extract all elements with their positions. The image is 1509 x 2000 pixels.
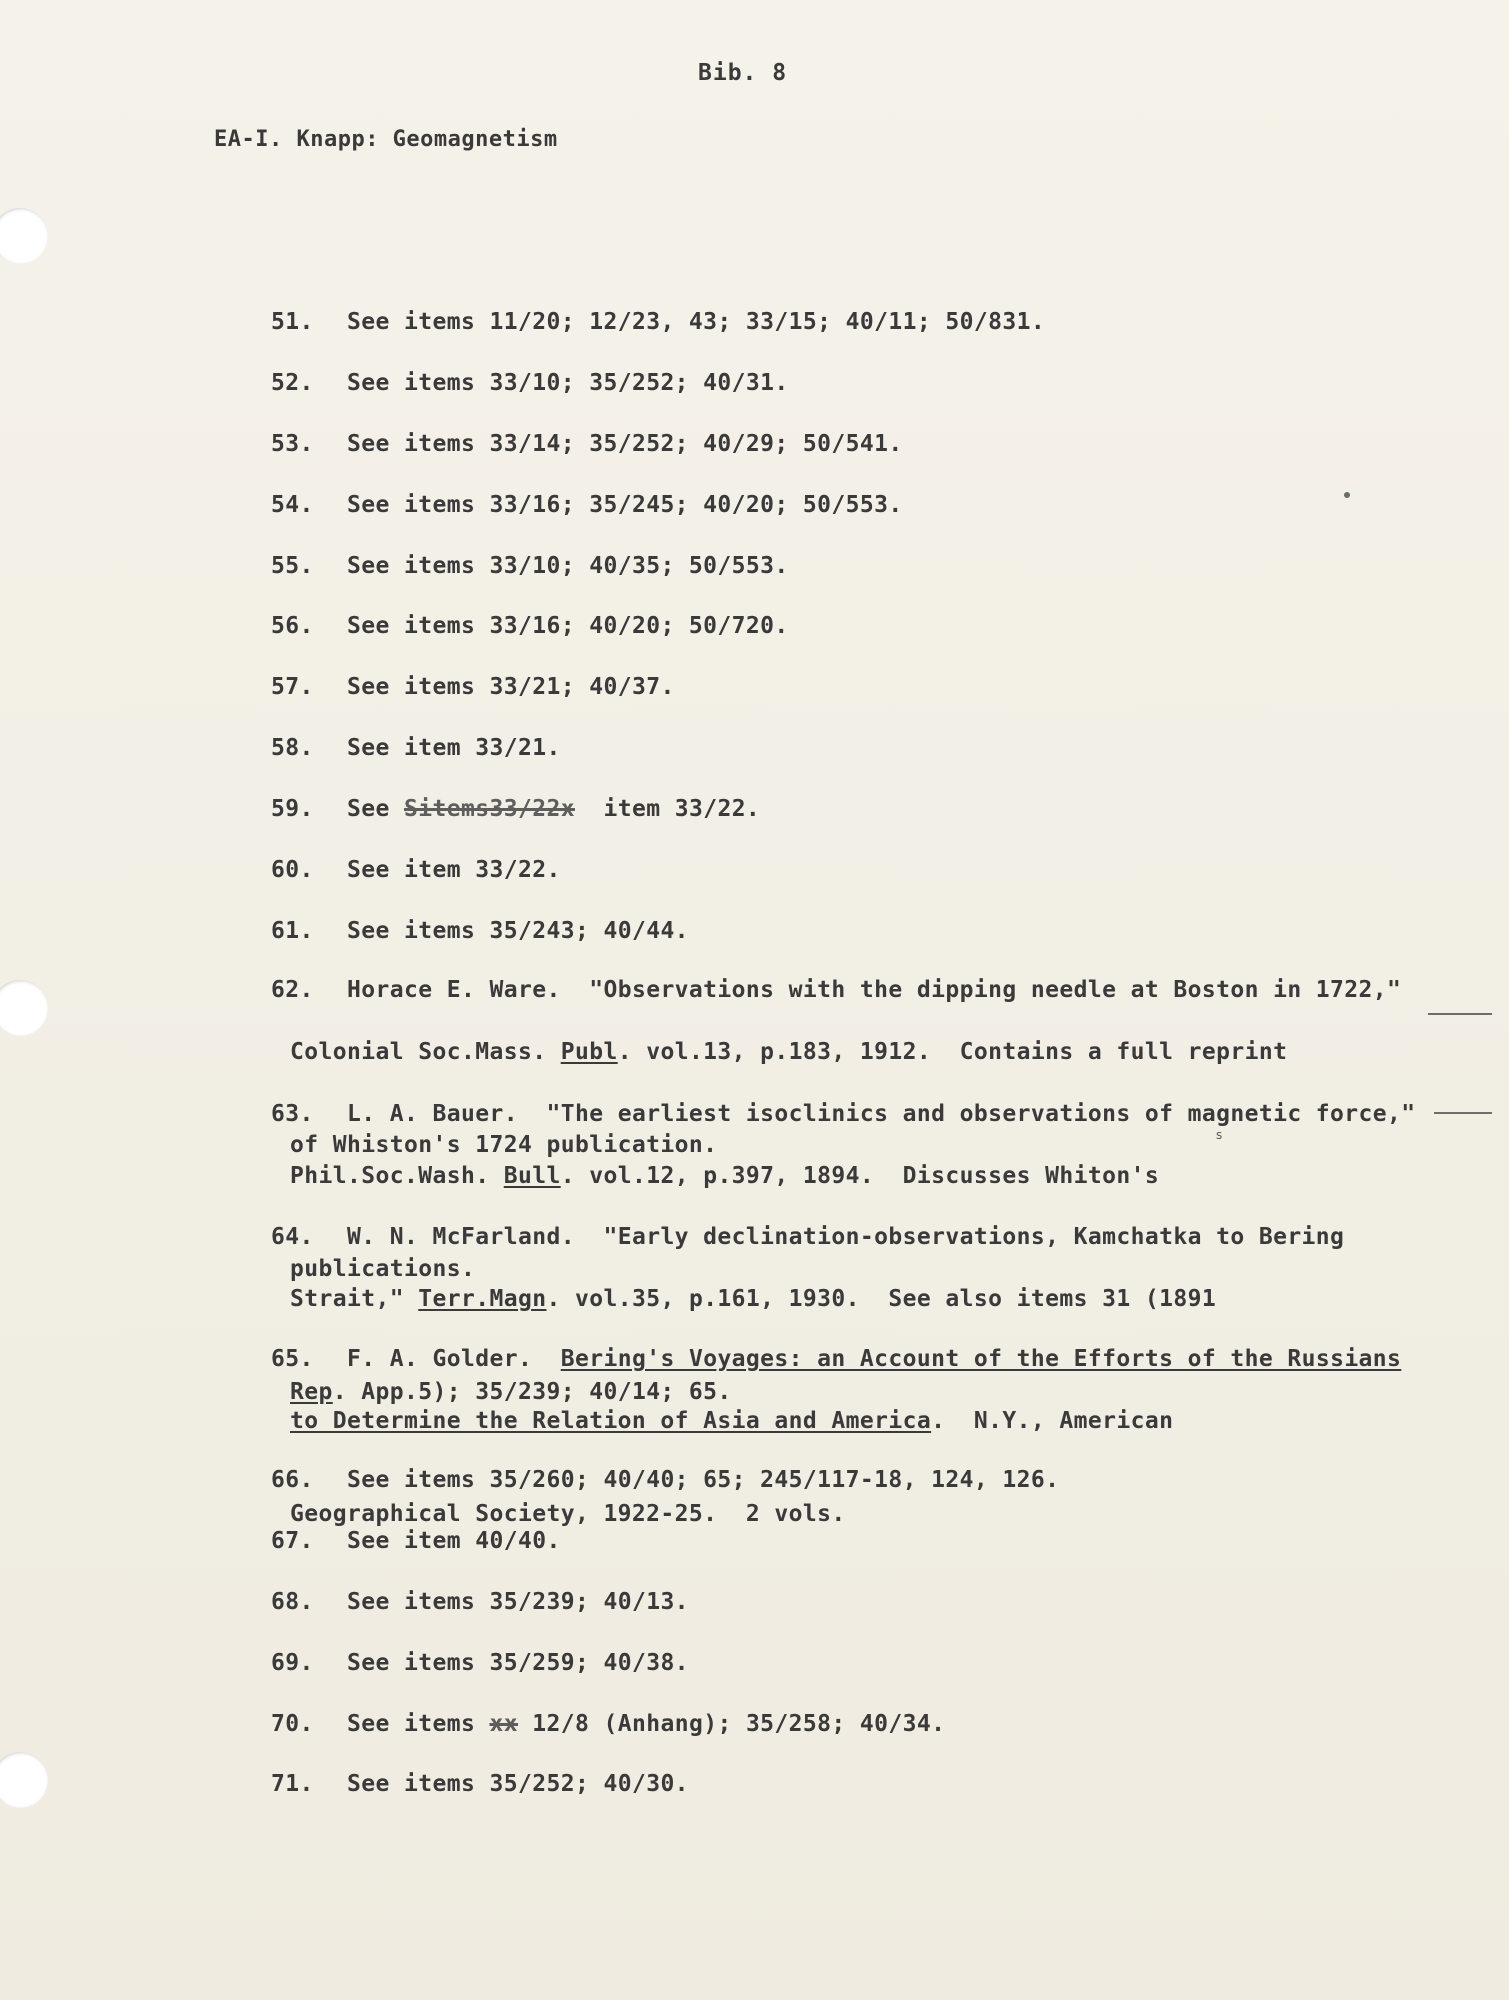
entry-number: 54. [271,492,314,518]
entry-number: 69. [271,1650,314,1676]
entry-text-start: See [347,796,404,822]
entry-text: See items 33/14; 35/252; 40/29; 50/541. [347,431,903,457]
entry-text: See items 33/10; 35/252; 40/31. [347,370,789,396]
entry-text: See item 40/40. [347,1528,561,1554]
entry-line-3: of Whiston's 1724 publication. [290,1132,718,1158]
entry-line-2 [138,1406,1401,1437]
entry-number: 61. [271,918,314,944]
entry-number: 53. [271,431,314,457]
entry-text-start: See items [347,1711,490,1737]
entry-number: 66. [271,1467,314,1493]
entry-text: . vol.12, p.397, 1894. Discusses Whiton's [560,1163,1160,1189]
entry-text: See items 33/16; 35/245; 40/20; 50/553. [347,492,903,518]
entry-text-end: 12/8 (Anhang); 35/258; 40/34. [517,1711,946,1737]
ink-dot [1344,492,1350,498]
entry-text: See item 33/22. [347,857,561,883]
entry-line-3: publications. [290,1256,476,1282]
margin-pencil-mark [1428,1013,1492,1015]
entry-number: 65. [271,1346,314,1372]
entry-text: See items 33/16; 40/20; 50/720. [347,613,789,639]
entry-number: 55. [271,553,314,579]
entry-text: See items 35/243; 40/44. [347,918,689,944]
margin-pencil-mark [1434,1112,1492,1114]
entry-line-1: L. A. Bauer. "The earliest isoclinics and observations of magnetic force," [347,1101,1416,1127]
struck-text: xx [489,1711,518,1737]
entry-number: 62. [271,977,314,1003]
punch-hole [0,980,48,1036]
entry-number: 52. [271,370,314,396]
entry-text: Colonial Soc.Mass. [290,1039,561,1065]
punch-hole [0,1752,48,1808]
underlined-title: to Determine the Relation of Asia and America [290,1408,932,1434]
entry-text: . vol.13, p.183, 1912. Contains a full reprint [617,1039,1288,1065]
entry-text: See items 33/10; 40/35; 50/553. [347,553,789,579]
entry-text: . N.Y., American [931,1408,1174,1434]
entry-line-2 [138,1284,1344,1315]
underlined-text: Bull [503,1163,561,1189]
entry-text: Phil.Soc.Wash. [290,1163,504,1189]
underlined-title: Bering's Voyages: an Account of the Efforts of the Russians [560,1346,1402,1372]
entry-line-2 [138,1161,1416,1192]
entry-text: See items 35/252; 40/30. [347,1771,689,1797]
entry-text: . vol.35, p.161, 1930. See also items 31 (1891 [546,1286,1217,1312]
entry-text: . App.5); 35/239; 40/14; 65. [332,1379,732,1405]
punch-hole [0,208,48,264]
underlined-text: Rep [290,1379,333,1405]
entry-text: See items 35/239; 40/13. [347,1589,689,1615]
page-label: Bib. 8 [698,60,788,86]
entry-line-2 [138,1037,1401,1068]
entry-number: 68. [271,1589,314,1615]
entry-number: 59. [271,796,314,822]
entry-number: 51. [271,309,314,335]
entry-text: See item 33/21. [347,735,561,761]
entry-text-end: item 33/22. [574,796,761,822]
entry-text: See items 35/260; 40/40; 65; 245/117-18, 124, 126. [347,1467,1060,1493]
underlined-text: Publ [560,1039,618,1065]
entry-line-3: Geographical Society, 1922-25. 2 vols. [290,1501,846,1527]
entry-text: See items 35/259; 40/38. [347,1650,689,1676]
entry-number: 70. [271,1711,314,1737]
entry-text: See items 33/21; 40/37. [347,674,675,700]
entry-text: F. A. Golder. [347,1346,561,1372]
entry-line-1: Horace E. Ware. "Observations with the dipping needle at Boston in 1722," [347,977,1402,1003]
entry-number: 60. [271,857,314,883]
entry-line-1: W. N. McFarland. "Early declination-observations, Kamchatka to Bering [347,1224,1345,1250]
entry-number: 56. [271,613,314,639]
entry-number: 67. [271,1528,314,1554]
section-heading: EA-I. Knapp: Geomagnetism [214,127,558,152]
entry-number: 63. [271,1101,314,1127]
underlined-text: Terr.Magn [418,1286,547,1312]
entry-text: See items 11/20; 12/23, 43; 33/15; 40/11; 50/831. [347,309,1046,335]
entry-text: Strait," [290,1286,419,1312]
struck-text: Sitems33/22x [404,796,575,822]
handwritten-annotation: s [1216,1128,1223,1142]
entry-number: 58. [271,735,314,761]
entry-number: 71. [271,1771,314,1797]
entry-number: 57. [271,674,314,700]
bib-entry-71 [214,1738,689,1831]
entry-number: 64. [271,1224,314,1250]
